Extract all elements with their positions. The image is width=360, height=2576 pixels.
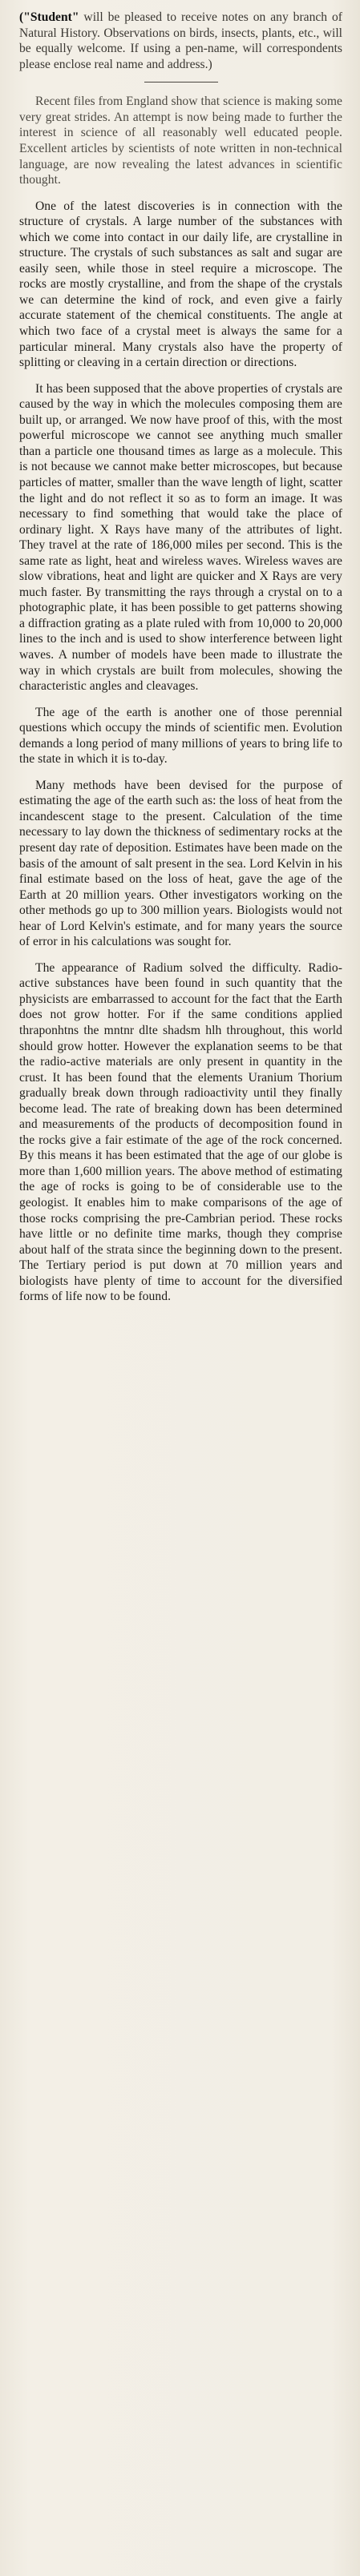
paragraph-x-rays: It has been supposed that the above properties of crystals are caused by the way in which the molecules composing them are built up, or arranged. We now have proof of this, with the most powerful microscope we cannot see anything much smaller than a particle one thousand times as large as a molecule. This is not because we cannot make better microscopes, but because particles of matter, smaller than the wave length of light, scatter the light and do not reflect it so as to form an image. It was necessary to find something that would take the place of ordinary light. X Rays have many of the attributes of light. They travel at the rate of 186,000 miles per second. This is the same rate as light, heat and wireless waves. Wireless waves are slow vibrations, heat and light are quicker and X Rays are very much faster. By transmitting the rays through a crystal on to a photographic plate, it has been possible to get patterns showing a diffraction grating as a plate ruled with from 10,000 to 20,000 lines to the inch and is used to show interference between light waves. A number of models have been made to illustrate the way in which crystals are built from molecules, showing the characteristic angles and cleavages. [19,381,342,694]
paragraph-crystal-structure: One of the latest discoveries is in connection with the structure of crystals. A large number of the substances with which we come into contact in our daily life, are crystalline in structure. The crystals of such substances as salt and sugar are easily seen, while those in steel require a microscope. The rocks are mostly crystalline, and from the shape of the crystals we can determine the kind of rock, and even give a fairly accurate statement of the chemical constituents. The angle at which two face of a crystal meet is always the same for a particular mineral. Many crystals also have the property of splitting or cleaving in a certain direction or directions. [19,199,342,370]
paragraph-earth-age: The age of the earth is another one of those perennial questions which occupy the minds of scientific men. Evolution demands a long period of many millions of years to bring life to the state in which it is to-day. [19,705,342,767]
editor-notice [19,10,342,72]
section-divider [144,82,218,83]
notice-lead: ("Student" [19,10,79,24]
paragraph-age-methods: Many methods have been devised for the purpose of estimating the age of the earth such as: the loss of heat from the incandescent stage to the present. Calculation of the time necessary to lay down the thickness of sedimentary rocks at the present day rate of deposition. Estimates have been made on the basis of the amount of salt present in the sea. Lord Kelvin in his final estimate based on the loss of heat, gave the age of the Earth at 20 million years. Other investigators working on the other methods go up to 300 million years. Biologists would not hear of Lord Kelvin's estimate, and for many years the source of error in his calculations was sought for. [19,778,342,949]
paragraph-science-progress: Recent files from England show that science is making some very great strides. An attempt is now being made to further the interest in science of all reasonably well educated people. Excellent articles by scientists of note written in non-technical language, are now revealing the latest advances in scientific thought. [19,95,342,187]
paragraph-radium: The appearance of Radium solved the difficulty. Radio-active substances have been found in such quantity that the physicists are embarrassed to account for the fact that the Earth does not grow hotter. For if the same conditions applied thraponhtns the mntnr dlte shadsm hlh throughout, this world should grow hotter. However the explanation seems to be that the radio-active materials are only present in quantity in the crust. It has been found that the elements Uranium Thorium gradually break down through radioactivity until they finally become lead. The rate of breaking down has been determined and measurements of the products of decomposition found in the rocks give a fair estimate of the age of the rock concerned. By this means it has been estimated that the age of our globe is more than 1,600 million years. The above method of estimating the age of rocks is going to be of considerable use to the geologist. It enables him to make comparisons of the age of those rocks comprising the pre-Cambrian period. These rocks have little or no definite time marks, though they comprise about half of the strata since the beginning down to the present. The Tertiary period is put down at 70 million years and biologists have plenty of time to account for the diversified forms of life now to be found. [19,960,342,1304]
notice-text: will be pleased to receive notes on any branch of Natural History. Observations on birds, insects, plants, etc., will be equally welcome. If using a pen-name, will correspondents please enclose real name and address.) [19,10,342,71]
